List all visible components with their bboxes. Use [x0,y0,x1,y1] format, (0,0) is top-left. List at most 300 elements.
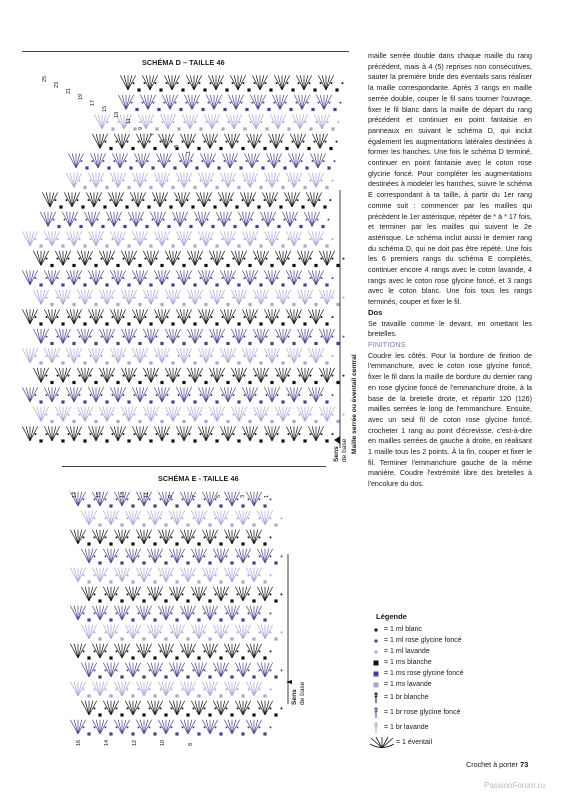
chain-mark [101,414,103,416]
treble-stitch [202,270,206,285]
treble-stitch [147,701,155,715]
treble-stitch [206,426,210,441]
treble-stitch [78,682,86,696]
chain-mark [246,160,248,162]
treble-stitch [52,387,56,402]
single-crochet-mark [263,542,266,545]
treble-stitch [78,720,82,734]
treble-stitch [147,511,155,525]
treble-stitch [228,530,232,544]
single-crochet-mark [215,283,218,286]
treble-stitch [89,549,93,563]
treble-stitch [59,251,63,266]
treble-stitch [188,606,196,620]
treble-stitch [257,511,265,525]
single-crochet-mark [83,283,86,286]
treble-stitch [308,270,316,285]
treble-stitch [210,644,214,658]
treble-stitch [284,192,292,207]
treble-stitch [202,492,210,506]
page-footer [466,760,528,769]
treble-stitch [224,173,228,188]
chain-mark [250,121,252,123]
treble-stitch [162,173,166,188]
single-crochet-mark [39,283,42,286]
treble-stitch [232,720,236,734]
treble-stitch [155,625,163,639]
chain-mark [189,180,191,182]
treble-stitch [162,95,170,110]
treble-stitch [308,212,312,227]
chain-mark [160,498,162,500]
treble-stitch [59,407,63,422]
single-crochet-mark [323,205,326,208]
chain-mark [79,297,81,299]
treble-stitch [103,511,111,525]
legend-label: = 1 ms rose glycine foncé [384,670,464,677]
treble-stitch [202,212,206,227]
single-crochet-mark [101,225,104,228]
treble-stitch [180,212,188,227]
treble-stitch [228,568,232,582]
treble-stitch [324,95,332,110]
treble-stitch [158,212,162,227]
treble-stitch [280,95,284,110]
treble-stitch [165,329,173,344]
treble-stitch [270,192,278,207]
chain-mark [255,336,257,338]
single-crochet-mark [195,166,198,169]
treble-stitch [213,549,221,563]
treble-stitch [232,492,236,506]
treble-stitch [222,153,230,168]
single-crochet-mark [186,561,189,564]
single-crochet-mark [204,342,207,345]
treble-stitch [195,407,199,422]
chain-mark [193,141,195,143]
chain-mark [248,593,250,595]
treble-stitch [272,231,276,246]
treble-stitch [272,309,280,324]
treble-stitch [326,75,330,90]
chain-mark [193,669,195,671]
treble-stitch [125,701,133,715]
treble-stitch [235,549,243,563]
single-crochet-mark [133,127,136,130]
single-crochet-mark [50,264,53,267]
treble-stitch [136,682,144,696]
single-crochet-mark [336,264,339,267]
treble-stitch [74,173,78,188]
chain-mark [206,121,208,123]
single-crochet-mark [237,283,240,286]
treble-stitch [136,173,140,188]
treble-stitch [88,426,96,441]
treble-stitch [186,150,192,168]
treble-stitch [220,231,228,246]
treble-stitch [81,701,89,715]
chain-mark [57,394,59,396]
chain-mark [303,141,305,143]
treble-stitch [121,290,129,305]
treble-stitch [199,663,203,677]
treble-stitch [272,270,280,285]
single-crochet-mark [230,599,233,602]
chain-mark [310,180,312,182]
treble-stitch [300,114,308,129]
schema-e-chart [62,484,342,754]
single-crochet-mark [120,713,123,716]
treble-stitch [206,426,214,441]
dos-heading: Dos [368,307,383,317]
treble-stitch [166,682,170,696]
chain-mark [244,316,246,318]
treble-stitch [99,251,107,266]
schema-e-rule [62,466,326,467]
treble-stitch [296,114,300,129]
chain-mark [193,517,195,519]
treble-stitch [239,290,247,305]
treble-stitch [264,309,272,324]
chain-mark [294,121,296,123]
chain-mark [145,375,147,377]
chain-mark [90,414,92,416]
treble-stitch [202,426,206,441]
treble-stitch [63,290,67,305]
treble-stitch [184,387,192,402]
chain-mark [204,593,206,595]
chain-mark [156,258,158,260]
treble-stitch [59,368,63,383]
row-number: 7 [150,132,156,136]
treble-stitch [250,644,254,658]
treble-stitch [164,75,172,90]
treble-stitch [290,212,298,227]
treble-stitch [44,387,52,402]
single-crochet-mark [285,147,288,150]
treble-stitch [235,251,239,266]
single-crochet-mark [167,225,170,228]
treble-stitch [126,95,134,110]
treble-stitch [261,368,265,383]
row-number: 17 [90,99,96,106]
chain-mark [255,297,257,299]
chain-mark [178,414,180,416]
single-crochet-mark [281,322,284,325]
single-crochet-mark [182,342,185,345]
treble-stitch [136,492,144,506]
treble-stitch [265,549,273,563]
chain-mark [123,355,125,357]
treble-stitch [235,368,239,383]
treble-stitch [272,387,280,402]
treble-stitch [272,134,276,149]
chain-mark [253,199,255,201]
treble-stitch [220,426,228,441]
treble-stitch [319,290,327,305]
treble-stitch [132,212,136,227]
treble-stitch [305,368,309,383]
treble-stitch [116,153,120,168]
treble-stitch [191,549,199,563]
treble-stitch [253,290,261,305]
treble-stitch [146,75,150,90]
treble-stitch [199,625,207,639]
single-crochet-mark [105,439,108,442]
chain-mark [99,199,101,201]
treble-stitch [327,368,331,383]
treble-stitch [184,95,192,110]
chain-mark [211,238,213,240]
treble-stitch [96,348,100,363]
treble-stitch [107,251,115,266]
chain-mark [123,316,125,318]
single-crochet-mark [219,618,222,621]
treble-stitch [118,95,126,110]
treble-stitch [92,387,96,402]
treble-stitch [243,663,251,677]
chain-mark [105,536,107,538]
treble-stitch [272,270,276,285]
treble-stitch [118,387,122,402]
row-number: 3 [174,144,180,148]
treble-stitch [130,192,138,207]
single-crochet-mark [292,420,295,423]
treble-stitch [312,426,316,441]
treble-stitch [70,568,78,582]
chain-mark [215,555,217,557]
chain-mark [277,316,279,318]
chain-mark [332,238,334,240]
treble-stitch [184,309,188,324]
treble-stitch [118,309,122,324]
treble-stitch [89,663,93,677]
treble-stitch [155,663,159,677]
treble-stitch [276,134,280,149]
treble-stitch [221,625,225,639]
treble-stitch [235,511,243,525]
single-crochet-mark [138,342,141,345]
single-crochet-mark [263,732,266,735]
treble-stitch [136,606,144,620]
treble-stitch [124,75,128,90]
treble-stitch [166,720,170,734]
treble-stitch [239,368,247,383]
treble-stitch [224,530,232,544]
chain-mark [266,277,268,279]
treble-stitch [238,75,246,90]
single-crochet-mark [241,618,244,621]
treble-stitch [261,329,265,344]
treble-stitch [110,212,114,227]
chain-mark [189,258,191,260]
legend-label: = 1 ms lavande [384,681,432,688]
single-crochet-mark [197,694,200,697]
chain-mark [343,375,345,377]
chain-mark [222,297,224,299]
treble-stitch [140,644,144,658]
single-crochet-mark [219,542,222,545]
treble-stitch [217,625,221,639]
treble-stitch [107,329,115,344]
chain-mark [68,277,70,279]
treble-stitch [102,114,110,129]
chain-mark [228,121,230,123]
chain-mark [79,355,81,357]
chain-mark [158,160,160,162]
treble-stitch [81,407,85,422]
treble-stitch [162,309,166,324]
chain-mark [270,688,272,690]
single-crochet-mark [314,264,317,267]
single-crochet-mark [120,675,123,678]
treble-stitch [48,387,52,402]
chain-mark [242,199,244,201]
treble-stitch [275,329,283,344]
chain-mark [118,121,120,123]
chain-mark [178,238,180,240]
chain-mark [123,297,125,299]
treble-stitch [22,270,30,285]
treble-stitch [327,368,335,383]
chain-mark [233,277,235,279]
single-crochet-mark [39,361,42,364]
treble-stitch [308,348,316,363]
treble-stitch [283,290,291,305]
treble-stitch [217,407,225,422]
treble-stitch [239,549,243,563]
treble-stitch [232,568,236,582]
chain-mark [160,536,162,538]
treble-stitch [209,407,217,422]
treble-stitch [198,387,206,402]
chain-mark [200,238,202,240]
single-crochet-mark [237,361,240,364]
treble-stitch [144,530,148,544]
treble-stitch [133,511,137,525]
treble-stitch-lavender-icon [368,721,384,734]
treble-stitch [48,231,52,246]
single-crochet-mark [281,186,284,189]
treble-stitch [243,511,247,525]
treble-stitch [173,329,181,344]
chain-mark [226,688,228,690]
treble-stitch [254,606,258,620]
treble-stitch [100,568,104,582]
single-crochet-mark [164,599,167,602]
chain-mark [149,631,151,633]
treble-stitch [112,192,116,207]
single-crochet-mark [149,322,152,325]
single-crochet-mark [164,675,167,678]
treble-stitch [121,368,129,383]
treble-stitch [136,426,140,441]
chain-mark [244,355,246,357]
chain-mark [310,277,312,279]
chain-mark [178,355,180,357]
single-crochet-mark [109,580,112,583]
treble-stitch [188,644,196,658]
treble-stitch [122,568,130,582]
chain-mark [138,536,140,538]
chain-mark [215,612,217,614]
single-crochet-mark [203,88,206,91]
treble-stitch [270,114,278,129]
treble-stitch [213,625,221,639]
treble-stitch [202,173,206,188]
chain-mark [145,277,147,279]
chain-mark [156,433,158,435]
treble-stitch [283,290,287,305]
treble-stitch [272,348,280,363]
watermark: PassionForum.ru [484,781,545,790]
chain-mark [112,375,114,377]
treble-stitch [118,568,122,582]
treble-stitch [272,173,280,188]
single-crochet-mark [281,400,284,403]
treble-stitch [110,231,118,246]
chain-mark [90,297,92,299]
chain-mark [226,707,228,709]
treble-stitch [224,309,228,324]
chain-mark [171,688,173,690]
treble-stitch [140,270,148,285]
treble-stitch [191,587,199,601]
treble-stitch [292,153,296,168]
chain-mark [213,160,215,162]
legend-label: = 1 éventail [396,739,432,746]
single-crochet-mark [153,542,156,545]
treble-stitch [103,701,111,715]
treble-stitch [176,173,184,188]
chain-mark [226,631,228,633]
treble-stitch [176,426,184,441]
single-crochet-mark [230,561,233,564]
chain-mark [149,688,151,690]
treble-stitch [147,329,151,344]
treble-stitch [26,387,30,402]
chain-mark [186,102,188,104]
single-crochet-mark [87,694,90,697]
treble-stitch [228,606,232,620]
treble-stitch [250,606,254,620]
chain-mark [105,650,107,652]
treble-stitch [231,251,239,266]
treble-stitch [103,407,107,422]
treble-stitch [301,290,305,305]
chain-mark [138,650,140,652]
treble-stitch [246,173,250,188]
treble-stitch [111,625,119,639]
treble-stitch [129,549,133,563]
chain-mark [105,574,107,576]
single-crochet-mark [171,322,174,325]
chain-mark [259,141,261,143]
chain-mark [92,160,94,162]
row-number: 5 [162,138,168,142]
single-crochet-mark [248,264,251,267]
treble-stitch [232,606,240,620]
chain-mark [266,316,268,318]
treble-stitch [78,568,86,582]
single-crochet-mark [204,264,207,267]
single-crochet-mark [274,637,277,640]
treble-stitch [44,270,52,285]
treble-stitch [190,114,198,129]
single-crochet-mark [151,166,154,169]
treble-stitch [242,348,250,363]
chain-mark [321,258,323,260]
